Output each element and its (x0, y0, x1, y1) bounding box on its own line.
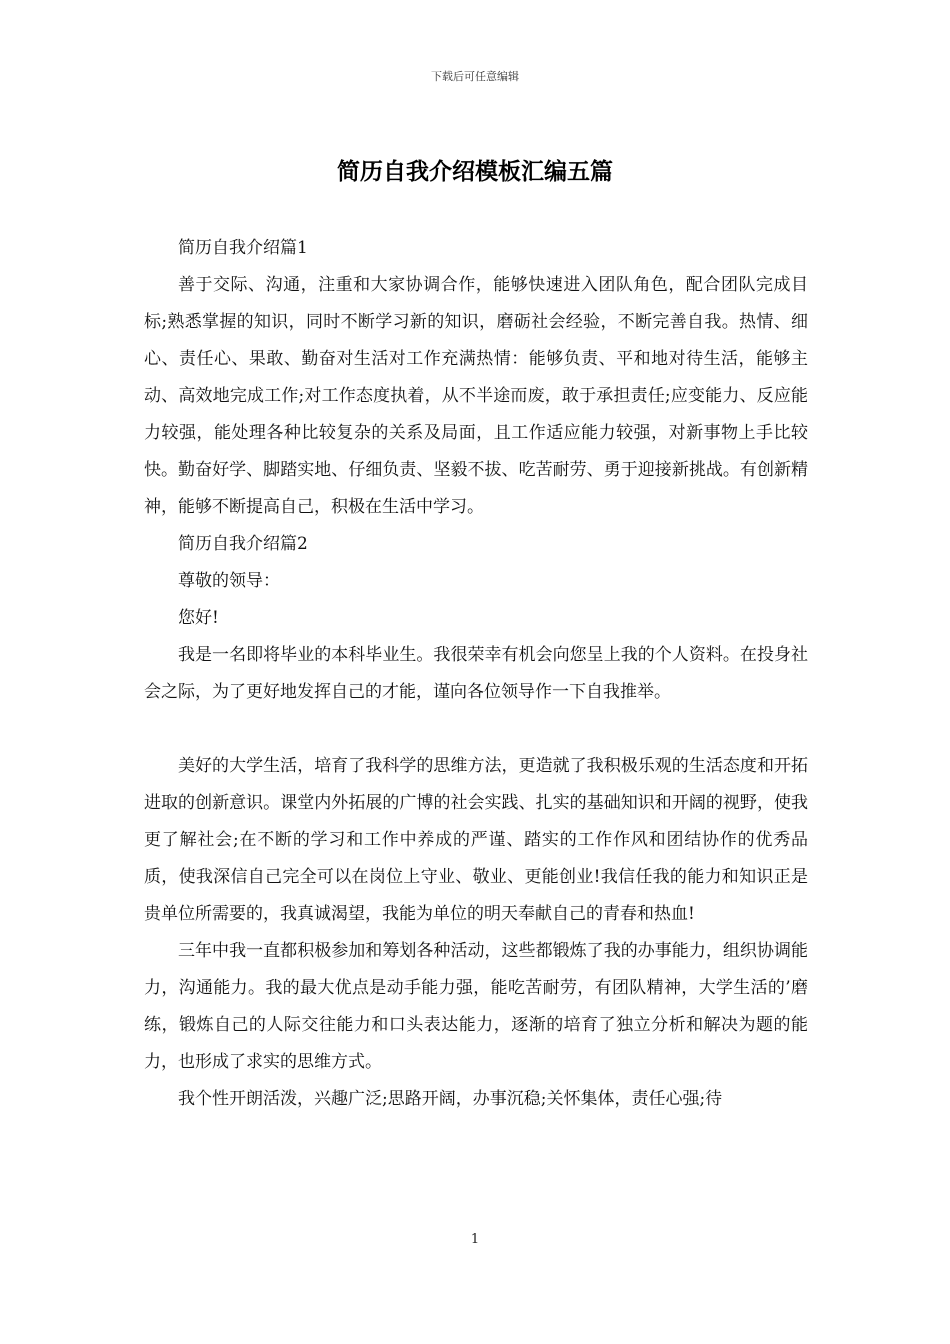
paragraph: 我个性开朗活泼，兴趣广泛;思路开阔，办事沉稳;关怀集体，责任心强;待 (178, 1089, 723, 1109)
page-number: 1 (470, 1232, 480, 1247)
paragraph: 三年中我一直都积极参加和筹划各种活动，这些都锻炼了我的办事能力，组织协调能力，沟通能力。我的最大优点是动手能力强，能吃苦耐劳，有团队精神，大学生活的’磨练，锻炼自己的人际交往能力和口头表达能力，逐渐的培育了独立分析和解决为题的能力，也形成了求实的思维方式。 (144, 941, 808, 1072)
salutation: 尊敬的领导： (178, 571, 280, 591)
greeting: 您好! (178, 608, 219, 628)
paragraph: 我是一名即将毕业的本科毕业生。我很荣幸有机会向您呈上我的个人资料。在投身社会之际，为了更好地发挥自己的才能，谨向各位领导作一下自我推举。 (144, 645, 808, 702)
page-header-note: 下载后可任意编辑 (431, 70, 519, 83)
paragraph: 善于交际、沟通，注重和大家协调合作，能够快速进入团队角色，配合团队完成目标;熟悉掌握的知识，同时不断学习新的知识，磨砺社会经验，不断完善自我。热情、细心、责任心、果敢、勤奋对生活对工作充满热情：能够负责、平和地对待生活，能够主动、高效地完成工作;对工作态度执着，从不半途而废，敢于承担责任;应变能力、反应能力较强，能处理各种比较复杂的关系及局面，且工作适应能力较强，对新事物上手比较快。勤奋好学、脚踏实地、仔细负责、坚毅不拔、吃苦耐劳、勇于迎接新挑战。有创新精神，能够不断提高自己，积极在生活中学习。 (144, 275, 808, 517)
paragraph: 美好的大学生活，培育了我科学的思维方法，更造就了我积极乐观的生活态度和开拓进取的创新意识。课堂内外拓展的广博的社会实践、扎实的基础知识和开阔的视野，使我更了解社会;在不断的学习和工作中养成的严谨、踏实的工作作风和团结协作的优秀品质，使我深信自己完全可以在岗位上守业、敬业、更能创业!我信任我的能力和知识正是贵单位所需要的，我真诚渴望，我能为单位的明天奉献自己的青春和热血! (144, 756, 808, 924)
document-title: 简历自我介绍模板汇编五篇 (337, 159, 613, 185)
paragraph-gap (144, 711, 808, 748)
section-heading-1: 简历自我介绍篇1 (178, 238, 308, 258)
section-heading-2: 简历自我介绍篇2 (178, 534, 308, 554)
document-body (144, 230, 808, 1118)
